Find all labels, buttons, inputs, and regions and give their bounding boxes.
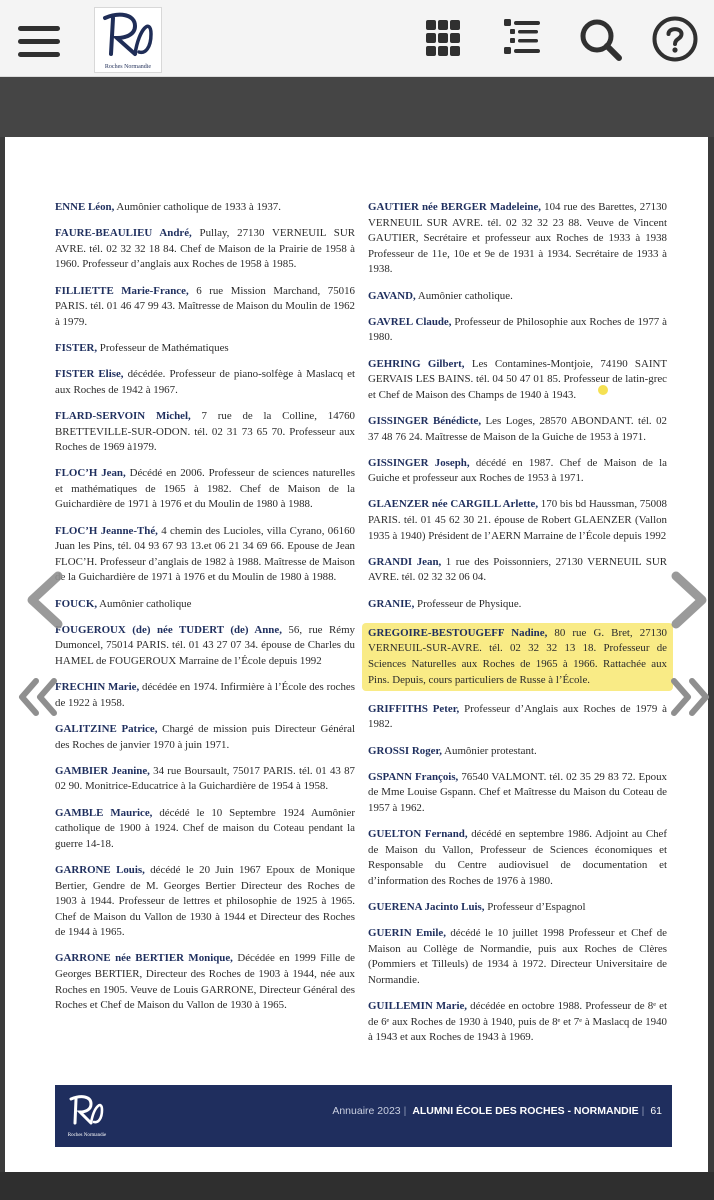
directory-entry (368, 597, 667, 613)
page-footer (55, 1085, 672, 1147)
bottom-bar (0, 1172, 714, 1200)
entry-text: Aumônier catholique. (415, 289, 513, 302)
entry-name: GARRONE Louis, (55, 863, 145, 876)
entry-text: Professeur d’Anglais aux Roches de 1979 à 1982. (368, 702, 667, 731)
right-column (368, 200, 667, 1057)
entry-name: GRANDI Jean, (368, 555, 442, 568)
entry-text: décédé en 1987. Chef de Maison de la Guiche et professeur aux Roches de 1953 à 1971. (368, 456, 667, 485)
viewer-background (0, 77, 714, 137)
grid-view-icon[interactable] (418, 15, 466, 63)
directory-entry (368, 456, 667, 487)
entry-name: GAVAND, (368, 289, 416, 302)
directory-entry (368, 414, 667, 445)
entry-text: 80 rue G. Bret, 27130 VERNEUIL-SUR-AVRE. tél. 02 32 32 13 18. Professeur de Sciences Naturelles aux Roches de 1965 à 1966. Rattachée aux Pins. Depuis, cours particuliers de Russe à l’École. (368, 626, 667, 686)
top-toolbar (0, 0, 714, 77)
entry-name: FILLIETTE Marie-France, (55, 284, 189, 297)
entry-name: GROSSI Roger, (368, 744, 443, 757)
entry-name: GAUTIER née BERGER Madeleine, (368, 201, 542, 213)
directory-entry (368, 497, 667, 544)
directory-entry (368, 926, 667, 988)
entry-name: FISTER Elise, (55, 368, 124, 381)
directory-entry (368, 999, 667, 1046)
entry-name: FOUGEROUX (de) née TUDERT (de) Anne, (55, 623, 282, 636)
entry-text: Professeur de Philosophie aux Roches de 1977 à 1980. (368, 315, 667, 344)
directory-entry (368, 900, 667, 916)
entry-text: Les Loges, 28570 ABONDANT. tél. 02 37 48 76 24. Maîtresse de Maison de la Guiche de 1953 à 1971. (368, 414, 667, 443)
entry-name: FLARD-SERVOIN Michel, (55, 409, 191, 422)
directory-entry (55, 409, 355, 456)
entry-name: GUILLEMIN Marie, (368, 1000, 468, 1013)
entry-name: GSPANN François, (368, 770, 459, 783)
entry-name: GUELTON Fernand, (368, 828, 468, 841)
directory-entry (55, 341, 355, 357)
entry-name: GLAENZER née CARGILL Arlette, (368, 498, 539, 511)
entry-text: 6 rue Mission Marchand, 75016 PARIS. tél. 01 46 47 99 43. Maîtresse de Maison du Moulin de 1962 à 1979. (55, 284, 355, 328)
highlight-mark (598, 385, 608, 395)
directory-entry (55, 597, 355, 613)
entry-name: ENNE Léon, (55, 201, 115, 213)
double-chevron-left-icon[interactable] (14, 676, 64, 723)
directory-entry (55, 623, 355, 670)
entry-name: FOUCK, (55, 597, 98, 610)
entry-name: GALITZINE Patrice, (55, 722, 158, 735)
chevron-left-icon[interactable] (20, 568, 68, 637)
footer-text: Annuaire 2023 | ALUMNI ÉCOLE DES ROCHES - NORMANDIE | 61 (332, 1105, 662, 1117)
entry-text: décédée en octobre 1988. Professeur de 8ᵉ et de 6ᵉ aux Roches de 1930 à 1940, puis de 8ᵉ et 7ᵉ à Maslacq de 1940 à 1943 et aux Roches de 1943 à 1969. (368, 1000, 667, 1044)
directory-entry (368, 702, 667, 733)
table-of-contents-icon[interactable] (498, 15, 546, 63)
directory-entry (368, 357, 667, 404)
footer-title: ALUMNI ÉCOLE DES ROCHES - NORMANDIE (412, 1105, 639, 1117)
entry-name: GRANIE, (368, 597, 415, 610)
entry-name: FLOC’H Jeanne-Thé, (55, 524, 158, 537)
double-chevron-right-icon[interactable] (664, 676, 714, 723)
entry-name: FISTER, (55, 341, 98, 354)
directory-entry (55, 764, 355, 795)
entry-name: GISSINGER Bénédicte, (368, 414, 482, 427)
directory-entry (55, 200, 355, 216)
entry-text: décédé en septembre 1986. Adjoint au Chef de Maison du Vallon, Professeur de Sciences économiques et Responsable du Centre audiovisuel de documentation et d’information des Roches de 1976 à 1980. (368, 828, 667, 887)
search-icon[interactable] (577, 15, 625, 63)
entry-name: GARRONE née BERTIER Monique, (55, 952, 233, 965)
entry-name: GAMBIER Jeanine, (55, 764, 150, 777)
entry-name: GRIFFITHS Peter, (368, 702, 460, 715)
entry-text: Pullay, 27130 VERNEUIL SUR AVRE. tél. 02 32 32 18 84. Chef de Maison de la Prairie de 1958 à 1960. Professeur d’anglais aux Roches de 1958 à 1985. (55, 227, 355, 271)
entry-text: Aumônier catholique de 1933 à 1937. (114, 201, 281, 213)
entry-text: 104 rue des Barettes, 27130 VERNEUIL SUR AVRE. tél. 02 32 32 23 88. Veuve de Vincent GAUTIER, Secrétaire et professeur aux Roches de 1933 à 1938 Professeur de 11e, 10e et 9e de 1931 à 1934. Secrétaire de 1933 à 1938. (368, 201, 667, 276)
directory-entry (55, 524, 355, 586)
entry-text: décédé le 10 juillet 1998 Professeur et Chef de Maison au Collège de Normandie, puis aux Roches de Clères (Pommiers et Tilleuls) de 1934 à 1972. Directeur Universitaire de Normandie. (368, 927, 667, 987)
entry-name: GUERENA Jacinto Luis, (368, 901, 485, 914)
logo-caption: Roches Normandie (104, 64, 152, 70)
footer-logo-caption: Roches Normandie (67, 1133, 107, 1138)
hamburger-menu-icon[interactable] (18, 24, 62, 58)
entry-text: Décédée en 1999 Fille de Georges BERTIER, Directeur des Roches de 1903 à 1944, née aux Roches en 1905. Veuve de Louis GARRONE, Directeur Général des Roches et Chef de Maison du Vallon de 1930 à 1965. (55, 952, 355, 1012)
entry-name: GEHRING Gilbert, (368, 357, 465, 370)
highlighted-entry (362, 623, 673, 691)
entry-text: Professeur d’Espagnol (484, 901, 586, 914)
entry-text: 170 bis bd Haussman, 75008 PARIS. tél. 01 45 62 30 21. épouse de Robert GLAENZER (Vallon 1935 à 1940) Président de l’AERN Marraine de l’École depuis 1992 (368, 498, 667, 542)
directory-entry (368, 827, 667, 889)
entry-text: 76540 VALMONT. tél. 02 35 29 83 72. Epoux de Mme Louise Gspann. Chef et Maîtresse du Maison du Coteau de 1957 à 1962. (368, 770, 667, 814)
directory-entry (55, 722, 355, 753)
directory-entry (55, 226, 355, 273)
page-number: 61 (650, 1105, 662, 1117)
entry-text: 34 rue Boursault, 75017 PARIS. tél. 01 43 87 02 90. Monitrice-Educatrice à la Guichardière de 1954 à 1958. (55, 764, 355, 793)
entry-text: Aumônier catholique (97, 597, 192, 610)
directory-entry (368, 744, 667, 760)
directory-entry (368, 315, 667, 346)
entry-text: Décédé en 2006. Professeur de sciences naturelles et mathématiques de 1965 à 1982. Chef de Maison de la Guichardière de 1971 à 1976 et du Moulin de 1980 à 1988. (55, 467, 356, 511)
directory-entry (55, 466, 355, 513)
entry-name: FLOC’H Jean, (55, 467, 126, 480)
entry-text: décédé le 20 Juin 1967 Epoux de Monique Bertier, Gendre de M. Georges Bertier Directeur des Roches de 1903 à 1944. Professeur de lettres et philosophie de 1925 à 1965. Chef de Maison du Vallon de 1930 à 1944 et Directeur des Roches de 1944 à 1965. (55, 863, 355, 939)
directory-entry (55, 806, 355, 853)
directory-entry (55, 863, 355, 941)
directory-entry (368, 289, 667, 305)
roches-normandie-logo[interactable] (94, 7, 162, 73)
directory-entry (55, 284, 355, 331)
entry-name: FRECHIN Marie, (55, 681, 140, 694)
directory-entry (368, 200, 667, 278)
entry-text: décédée en 1974. Infirmière à l’École des roches de 1922 à 1958. (55, 681, 355, 709)
chevron-right-icon[interactable] (666, 568, 714, 637)
left-column (55, 200, 355, 1024)
entry-text: 4 chemin des Lucioles, villa Cyrano, 06160 Juan les Pins, tél. 04 93 67 93 13.et 06 21 34 69 66. Epouse de Jean FLOC’H. Professeur d’anglais de 1982 à 1988. Maîtresse de Maison de la Guichardière de 1971 à 1976 et du Moulin de 1980 à 1988. (55, 524, 355, 584)
directory-entry (55, 367, 355, 398)
entry-text: Professeur de Physique. (414, 597, 522, 610)
entry-text: Chargé de mission puis Directeur Général des Roches de janvier 1970 à juin 1971. (55, 722, 355, 751)
directory-entry (55, 951, 355, 1013)
entry-name: FAURE-BEAULIEU André, (55, 227, 192, 240)
rn-monogram-icon (95, 8, 161, 60)
entry-name: GREGOIRE-BESTOUGEFF Nadine, (368, 626, 548, 639)
entry-text: Les Contamines-Montjoie, 74190 SAINT GERVAIS LES BAINS. tél. 04 50 47 01 85. Professeur de latin-grec et Chef de Maison des Champs de 1940 à 1943. (368, 357, 667, 401)
directory-entry (368, 770, 667, 817)
document-page (5, 137, 708, 1172)
entry-name: GISSINGER Joseph, (368, 456, 470, 469)
entry-text: 7 rue de la Colline, 14760 BRETTEVILLE-SUR-ODON. tél. 02 31 73 65 70. Professeur aux Roches de 1969 à1979. (55, 409, 355, 454)
entry-name: GUERIN Emile, (368, 927, 446, 940)
entry-text: Aumônier protestant. (442, 744, 537, 757)
footer-year: Annuaire 2023 (332, 1105, 401, 1117)
entry-text: 1 rue des Poissonniers, 27130 VERNEUIL SUR AVRE. tél. 02 32 32 06 04. (368, 555, 667, 584)
entry-text: décédé le 10 Septembre 1924 Aumônier catholique de 1900 à 1924. Chef de maison du Coteau pendant la guerre 14-18. (55, 806, 355, 850)
entry-name: GAMBLE Maurice, (55, 806, 153, 819)
entry-name: GAVREL Claude, (368, 315, 452, 328)
help-icon[interactable] (651, 15, 699, 63)
entry-text: décédée. Professeur de piano-solfège à Maslacq et aux Roches de 1942 à 1967. (55, 368, 355, 396)
entry-text: 56, rue Rémy Dumoncel, 75014 PARIS. tél. 01 43 27 07 34. épouse de Charles du HAMEL de FOUGEROUX Marraine de l’École depuis 1992 (55, 623, 355, 667)
directory-entry (368, 555, 667, 586)
directory-entry (55, 680, 355, 711)
entry-text: Professeur de Mathématiques (97, 341, 229, 354)
